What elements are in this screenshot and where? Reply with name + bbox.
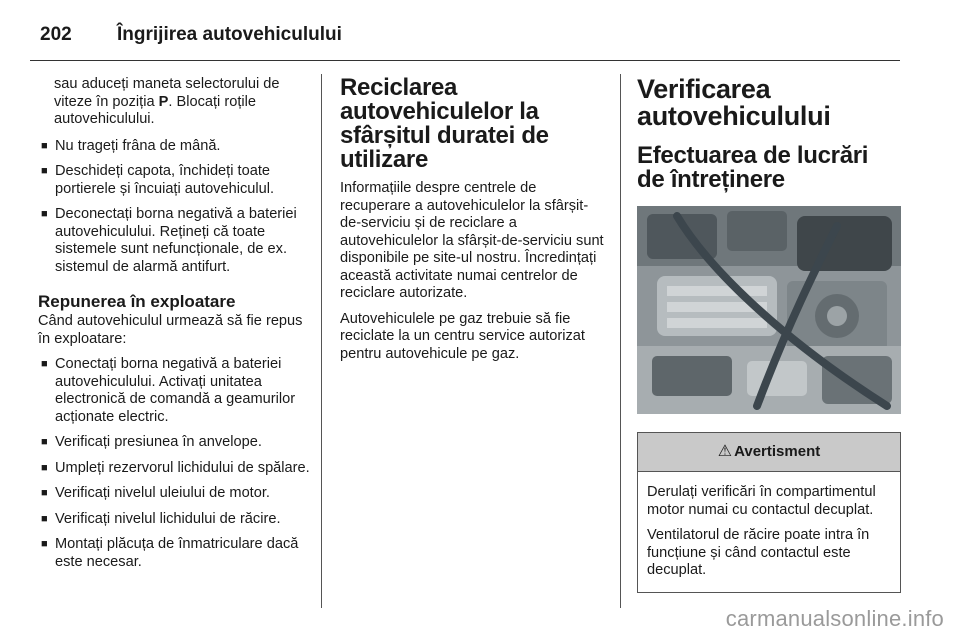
list-item (38, 460, 312, 478)
maintenance-heading: Efectuarea de lucrări de întreținere (637, 142, 869, 193)
bullet-icon: ■ (41, 139, 48, 152)
subheading: Repunerea în exploatare (38, 292, 236, 311)
page-header (0, 0, 960, 60)
list-item-text: Verificați nivelul uleiului de motor. (55, 485, 270, 501)
running-title: Îngrijirea autovehiculului (117, 24, 342, 45)
list-item (38, 356, 312, 426)
bullet-icon: ■ (41, 461, 48, 474)
list-item (38, 163, 312, 198)
warning-header (638, 433, 900, 472)
recycling-paragraph-1: Informațiile despre centrele de recuperare a autovehiculelor la sfârșit-de-serviciu și de reciclare a autovehiculelor la sfârșit-de-serviciu sunt disponibile pe site-ul nostru. Încredințați această activitate numai centrelor de reciclare autorizate. (340, 180, 604, 301)
vehicle-check-heading: Verificarea autovehiculului (637, 74, 831, 131)
warning-box (637, 432, 901, 593)
list-item-text: Deconectați borna negativă a bateriei autovehiculului. Rețineți că toate sistemele sunt nefuncționale, de ex. sistemul de alarmă antifurt. (55, 206, 297, 275)
bullet-icon: ■ (41, 512, 48, 525)
list-item-text: Deschideți capota, închideți toate portierele și încuiați autovehiculul. (55, 163, 275, 197)
bullet-icon: ■ (41, 208, 48, 220)
warning-title: Avertisment (734, 443, 821, 461)
bullet-icon: ■ (41, 436, 48, 448)
list-item (38, 511, 312, 529)
warning-body (638, 472, 900, 592)
list-item (38, 536, 312, 571)
list-item (38, 138, 312, 156)
list-item-text: Verificați presiunea în anvelope. (55, 434, 262, 450)
column-left (38, 76, 312, 579)
recycling-paragraph-2: Autovehiculele pe gaz trebuie să fie reciclate la un centru service autorizat pentru autovehicule pe gaz. (340, 310, 585, 362)
bullet-list-bottom (38, 356, 312, 571)
bullet-icon: ■ (41, 487, 48, 499)
column-middle (340, 76, 608, 371)
list-item-text: Umpleți rezervorul lichidului de spălare. (55, 459, 310, 476)
bullet-icon: ■ (41, 358, 48, 370)
list-item-text: Montați plăcuța de înmatriculare dacă este necesar. (55, 536, 299, 570)
recycling-heading: Reciclarea autovehiculelor la sfârșitul duratei de utilizare (340, 74, 549, 173)
list-item (38, 434, 312, 452)
watermark: carmanualsonline.info (725, 606, 944, 631)
warning-paragraph-2: Ventilatorul de răcire poate intra în funcțiune și când contactul este decuplat. (647, 527, 870, 578)
column-right (637, 76, 901, 593)
list-item (38, 485, 312, 503)
column-divider-2 (620, 74, 621, 608)
list-item-text: Verificați nivelul lichidului de răcire. (55, 510, 281, 527)
page-number: 202 (40, 24, 72, 45)
bullet-list-top (38, 138, 312, 277)
engine-bay-photo (637, 206, 901, 414)
column-divider-1 (321, 74, 322, 608)
warning-paragraph-1: Derulați verificări în compartimentul motor numai cu contactul decuplat. (647, 484, 876, 518)
list-item-text: Nu trageți frâna de mână. (55, 137, 221, 154)
continued-paragraph: sau aduceți maneta selectorului de viteze în poziția P. Blocați roțile autovehiculului. (54, 76, 280, 127)
list-item-text: Conectați borna negativă a bateriei autovehiculului. Activați unitatea electronică de comandă a geamurilor acționate electric. (55, 356, 296, 425)
warning-triangle-icon: ⚠ (717, 443, 733, 461)
list-item (38, 206, 312, 276)
intro-paragraph: Când autovehiculul urmează să fie repus în exploatare: (38, 313, 303, 347)
bullet-icon: ■ (41, 165, 48, 177)
bullet-icon: ■ (41, 538, 48, 550)
header-rule (30, 60, 900, 61)
